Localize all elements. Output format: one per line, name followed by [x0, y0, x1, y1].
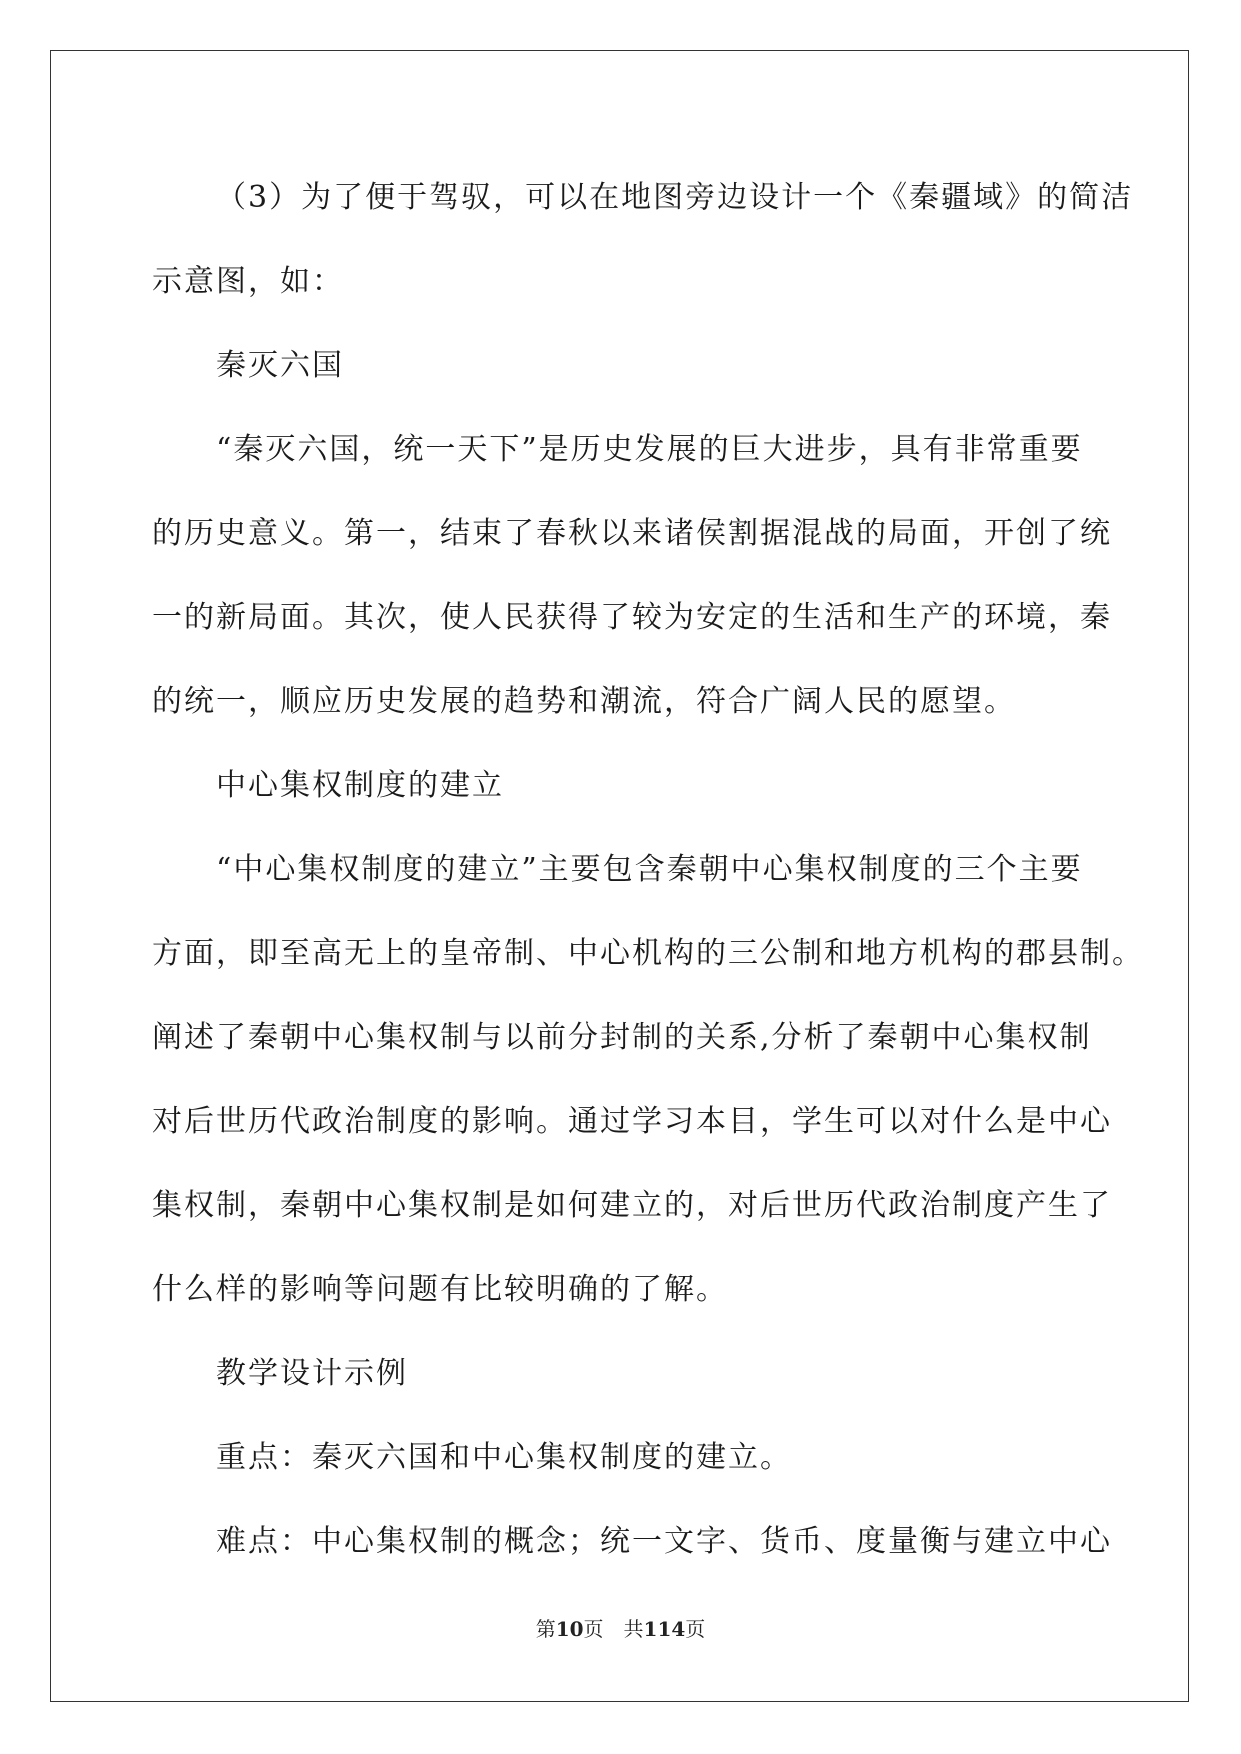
page-number: 10	[555, 1617, 584, 1641]
section-heading: 中心集权制度的建立	[216, 768, 504, 803]
text-line: 方面，即至高无上的皇帝制、中心机构的三公制和地方机构的郡县制。	[152, 936, 1144, 971]
text-line: “秦灭六国，统一天下”是历史发展的巨大进步，具有非常重要	[216, 432, 1083, 467]
page-suffix: 页	[583, 1617, 604, 1641]
text-line: （3）为了便于驾驭，可以在地图旁边设计一个《秦疆域》的简洁	[216, 180, 1134, 215]
text-line: “中心集权制度的建立”主要包含秦朝中心集权制度的三个主要	[216, 852, 1083, 887]
text-line: 一的新局面。其次，使人民获得了较为安定的生活和生产的环境，秦	[152, 600, 1112, 635]
text-line: 阐述了秦朝中心集权制与以前分封制的关系,分析了秦朝中心集权制	[152, 1020, 1092, 1055]
total-suffix: 页	[685, 1617, 706, 1641]
text-line: 重点：秦灭六国和中心集权制度的建立。	[216, 1440, 792, 1475]
total-prefix: 共	[623, 1617, 644, 1641]
text-line: 难点：中心集权制的概念；统一文字、货币、度量衡与建立中心	[216, 1524, 1112, 1559]
section-heading: 秦灭六国	[216, 348, 344, 383]
document-body	[152, 156, 1144, 1584]
total-pages: 114	[643, 1617, 686, 1641]
text-line: 对后世历代政治制度的影响。通过学习本目，学生可以对什么是中心	[152, 1104, 1112, 1139]
section-heading: 教学设计示例	[216, 1356, 408, 1391]
page-prefix: 第	[535, 1617, 556, 1641]
text-line: 示意图，如：	[152, 264, 344, 299]
text-line: 什么样的影响等问题有比较明确的了解。	[152, 1272, 728, 1307]
text-line: 的统一，顺应历史发展的趋势和潮流，符合广阔人民的愿望。	[152, 684, 1016, 719]
page-footer	[0, 1613, 1241, 1642]
text-line: 的历史意义。第一，结束了春秋以来诸侯割据混战的局面，开创了统	[152, 516, 1112, 551]
text-line: 集权制，秦朝中心集权制是如何建立的，对后世历代政治制度产生了	[152, 1188, 1112, 1223]
